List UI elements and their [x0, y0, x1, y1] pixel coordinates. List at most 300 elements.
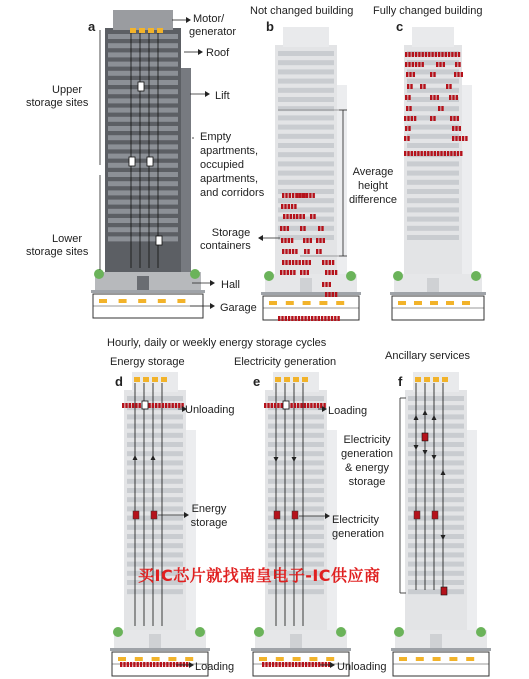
a-building-window-row: [108, 71, 178, 76]
b-building-window-row: [278, 97, 334, 102]
b-storage-container: [325, 282, 327, 287]
b-storage-container: [307, 249, 309, 254]
e-building-car: [276, 657, 284, 661]
c-storage-container: [405, 95, 407, 100]
d-garage-container-row: [153, 662, 155, 667]
d-top-container-row: [155, 403, 157, 408]
b-garage-container: [304, 316, 306, 321]
e-building-car: [259, 657, 267, 661]
b-building-window-row: [278, 106, 334, 111]
a-building-window-row: [108, 34, 178, 39]
c-storage-container: [454, 72, 456, 77]
c-building-ground: [390, 292, 486, 295]
e-lift-container: [292, 511, 298, 519]
a-building-window-row: [108, 43, 178, 48]
c-storage-container: [439, 62, 441, 67]
b-storage-container: [282, 249, 284, 254]
d-garage-container-row: [160, 662, 162, 667]
d-lift-container: [133, 511, 139, 519]
b-storage-container: [295, 249, 297, 254]
b-storage-container: [335, 292, 337, 297]
panel-label-a: a: [88, 19, 96, 34]
b-storage-container: [293, 214, 295, 219]
panel-label-f: f: [398, 374, 403, 389]
b-storage-container: [303, 193, 305, 198]
c-storage-container: [414, 116, 416, 121]
a-building-window-row: [108, 108, 178, 113]
b-storage-container: [289, 260, 291, 265]
c-storage-container: [444, 151, 446, 156]
b-garage-container: [311, 316, 313, 321]
c-storage-container: [465, 136, 467, 141]
c-building-roof: [412, 27, 454, 47]
b-storage-container: [280, 226, 282, 231]
c-storage-container: [405, 52, 407, 57]
b-storage-container: [328, 270, 330, 275]
b-building-tree-left: [264, 271, 274, 281]
c-building-window-row: [407, 189, 459, 194]
e-building-car: [293, 657, 301, 661]
f-label-3: & energy: [344, 462, 390, 474]
f-building-entrance: [430, 634, 442, 648]
e-garage-container-row: [262, 662, 264, 667]
e-top-container-row: [304, 403, 306, 408]
c-storage-container: [457, 151, 459, 156]
e-electricity-generation-label-1: Electricity: [332, 514, 380, 526]
e-garage-container-row: [265, 662, 267, 667]
c-storage-container: [447, 151, 449, 156]
panel-label-e: e: [253, 374, 261, 389]
c-storage-container: [434, 151, 436, 156]
b-storage-container: [309, 193, 311, 198]
c-storage-container: [406, 106, 408, 111]
b-storage-container: [292, 249, 294, 254]
storage-containers-label-1: Storage: [211, 227, 251, 239]
e-electricity-generation-label-2: generation: [332, 528, 384, 540]
watermark-text: 买IC芯片就找南皇电子-IC供应商: [138, 566, 381, 585]
c-storage-container: [458, 62, 460, 67]
d-garage-container-row: [127, 662, 129, 667]
e-garage-container-row: [269, 662, 271, 667]
c-building-window-row: [407, 161, 459, 166]
a-building-window-row: [108, 117, 178, 122]
c-storage-container: [455, 52, 457, 57]
b-storage-container: [296, 193, 298, 198]
b-storage-container: [281, 204, 283, 209]
f-motor: [415, 377, 421, 382]
d-garage-container-row: [170, 662, 172, 667]
a-lift-car: [129, 157, 135, 166]
c-storage-container: [452, 126, 454, 131]
b-storage-container: [325, 270, 327, 275]
f-motor: [442, 377, 448, 382]
d-loading-label: Loading: [195, 661, 235, 673]
c-building-window-row: [407, 198, 459, 203]
b-storage-container: [332, 260, 334, 265]
d-top-container-row: [148, 403, 150, 408]
b-storage-container: [286, 214, 288, 219]
e-garage-container-row: [298, 662, 300, 667]
a-building-window-row: [108, 144, 178, 149]
c-storage-container: [452, 136, 454, 141]
c-building-window-row: [407, 125, 459, 130]
c-storage-container: [437, 151, 439, 156]
f-label-1: Electricity: [343, 434, 391, 446]
b-storage-container: [323, 238, 325, 243]
e-top-container-row: [264, 403, 266, 408]
b-building-window-row: [278, 143, 334, 148]
b-storage-container: [303, 238, 305, 243]
b-storage-container: [303, 270, 305, 275]
b-storage-container: [292, 193, 294, 198]
a-building-roof: [113, 10, 173, 30]
e-top-container-row: [274, 403, 276, 408]
panel-e-title: Electricity generation: [234, 356, 337, 368]
d-building-ground: [110, 648, 210, 651]
d-building-car: [118, 657, 126, 661]
d-building-car: [168, 657, 176, 661]
b-storage-container: [281, 238, 283, 243]
a-building-window-row: [108, 98, 178, 103]
cycles-title: Hourly, daily or weekly energy storage cycles: [107, 337, 327, 349]
a-motor: [148, 28, 154, 33]
b-building-window-row: [278, 226, 334, 231]
d-garage-container-row: [166, 662, 168, 667]
c-storage-container: [446, 84, 448, 89]
c-storage-container: [457, 72, 459, 77]
c-storage-container: [430, 72, 432, 77]
a-building-ground: [91, 290, 205, 293]
c-storage-container: [407, 136, 409, 141]
c-storage-container: [410, 84, 412, 89]
e-motor: [293, 377, 299, 382]
d-top-container-row: [125, 403, 127, 408]
c-storage-container: [431, 52, 433, 57]
e-garage-container-row: [321, 662, 323, 667]
e-top-container-row: [271, 403, 273, 408]
b-building-window-row: [278, 69, 334, 74]
b-building-window-row: [278, 51, 334, 56]
storage-containers-label-2: containers: [200, 240, 251, 252]
upper-label-2: storage sites: [26, 97, 89, 109]
c-storage-container: [455, 126, 457, 131]
c-storage-container: [404, 116, 406, 121]
b-garage-container: [318, 316, 320, 321]
b-garage-container: [314, 316, 316, 321]
b-storage-container: [290, 214, 292, 219]
b-garage-container: [291, 316, 293, 321]
b-garage-container: [298, 316, 300, 321]
e-garage-container-row: [275, 662, 277, 667]
d-motor: [152, 377, 158, 382]
c-storage-container: [455, 62, 457, 67]
c-storage-container: [436, 62, 438, 67]
f-motor: [424, 377, 430, 382]
b-storage-container: [321, 226, 323, 231]
empty-label-2: apartments,: [200, 145, 259, 157]
e-garage-container-row: [279, 662, 281, 667]
c-storage-container: [459, 126, 461, 131]
e-top-container-row: [317, 403, 319, 408]
f-building-car: [449, 657, 457, 661]
b-building-window-row: [278, 125, 334, 130]
e-building-car: [326, 657, 334, 661]
b-garage-container: [285, 316, 287, 321]
b-garage-container: [337, 316, 339, 321]
a-lift-car: [147, 157, 153, 166]
b-building-window-row: [278, 180, 334, 185]
c-storage-container: [451, 52, 453, 57]
b-storage-container: [310, 238, 312, 243]
empty-label-3: occupied: [200, 159, 245, 171]
a-building-window-row: [108, 135, 178, 140]
c-storage-container: [408, 95, 410, 100]
d-top-container-row: [172, 403, 174, 408]
c-building-car: [414, 301, 422, 305]
d-garage-container-row: [143, 662, 145, 667]
c-storage-container: [414, 151, 416, 156]
c-storage-container: [418, 52, 420, 57]
b-storage-container: [335, 270, 337, 275]
e-garage-container-row: [312, 662, 314, 667]
d-garage-container-row: [133, 662, 135, 667]
c-storage-container: [437, 95, 439, 100]
c-storage-container: [441, 106, 443, 111]
c-storage-container: [435, 52, 437, 57]
b-storage-container: [305, 260, 307, 265]
garage-label: Garage: [220, 302, 257, 314]
e-garage-container-row: [288, 662, 290, 667]
f-lift-container: [422, 433, 428, 441]
c-storage-container: [433, 116, 435, 121]
e-building-car: [309, 657, 317, 661]
e-building-tree-left: [254, 627, 264, 637]
e-lift-container: [274, 511, 280, 519]
b-storage-container: [313, 214, 315, 219]
a-building-window-row: [108, 126, 178, 131]
b-building-window-row: [278, 161, 334, 166]
d-top-container-row: [135, 403, 137, 408]
b-building-car: [336, 301, 344, 305]
b-building-car: [319, 301, 327, 305]
c-storage-container: [452, 95, 454, 100]
c-building-car: [398, 301, 406, 305]
lower-label-1: Lower: [52, 233, 82, 245]
c-storage-container: [407, 84, 409, 89]
c-storage-container: [430, 95, 432, 100]
d-top-container-row: [139, 403, 141, 408]
b-storage-container: [284, 238, 286, 243]
b-storage-container: [290, 270, 292, 275]
e-building-tree-right: [336, 627, 346, 637]
c-building-window-row: [407, 235, 459, 240]
a-building-window-row: [108, 218, 178, 223]
b-storage-container: [282, 193, 284, 198]
c-building-window-row: [407, 106, 459, 111]
b-storage-container: [309, 260, 311, 265]
e-garage-container-row: [325, 662, 327, 667]
d-motor: [161, 377, 167, 382]
a-building-window-row: [108, 200, 178, 205]
b-storage-container: [307, 270, 309, 275]
c-storage-container: [423, 84, 425, 89]
c-building-tree-left: [393, 271, 403, 281]
c-building-window-row: [407, 143, 459, 148]
d-garage-container-row: [150, 662, 152, 667]
b-building-tree-right: [346, 271, 356, 281]
b-garage-container: [324, 316, 326, 321]
b-storage-container: [319, 238, 321, 243]
a-building-entrance: [137, 276, 149, 290]
c-storage-container: [448, 52, 450, 57]
c-storage-container: [443, 62, 445, 67]
b-building-window-row: [278, 152, 334, 157]
c-storage-container: [449, 84, 451, 89]
d-energy-storage-label-1: Energy: [191, 503, 227, 515]
d-energy-storage-label-2: storage: [190, 517, 228, 529]
b-storage-container: [329, 260, 331, 265]
c-storage-container: [453, 116, 455, 121]
a-motor: [157, 28, 163, 33]
e-top-container-row: [300, 403, 302, 408]
c-storage-container: [420, 84, 422, 89]
b-storage-container: [306, 193, 308, 198]
e-garage-container-row: [302, 662, 304, 667]
c-storage-container: [411, 151, 413, 156]
d-garage-container-row: [140, 662, 142, 667]
c-storage-container: [459, 136, 461, 141]
b-storage-container: [302, 260, 304, 265]
c-storage-container: [417, 151, 419, 156]
b-storage-container: [283, 270, 285, 275]
d-building-entrance: [149, 634, 161, 648]
c-storage-container: [421, 151, 423, 156]
a-building-tree-left: [94, 269, 104, 279]
d-top-container-row: [178, 403, 180, 408]
b-storage-container: [329, 282, 331, 287]
a-building-window-row: [108, 52, 178, 57]
e-garage-container-row: [282, 662, 284, 667]
c-building-window-row: [407, 60, 459, 65]
panel-c-title: Fully changed building: [373, 5, 483, 17]
c-storage-container: [408, 62, 410, 67]
b-storage-container: [319, 249, 321, 254]
empty-label-1: Empty: [200, 131, 232, 143]
c-storage-container: [404, 151, 406, 156]
b-storage-container: [316, 249, 318, 254]
lower-label-2: storage sites: [26, 246, 89, 258]
c-storage-container: [441, 52, 443, 57]
a-building-window-row: [108, 163, 178, 168]
a-building-car: [99, 299, 107, 303]
b-storage-container: [304, 249, 306, 254]
b-storage-container: [322, 260, 324, 265]
upper-label-1: Upper: [52, 84, 82, 96]
b-storage-container: [289, 249, 291, 254]
c-storage-container: [461, 72, 463, 77]
c-storage-container: [440, 151, 442, 156]
b-storage-container: [287, 270, 289, 275]
b-building-window-row: [278, 198, 334, 203]
d-top-container-row: [175, 403, 177, 408]
e-top-container-row: [297, 403, 299, 408]
c-building-car: [462, 301, 470, 305]
a-building-car: [138, 299, 146, 303]
b-garage-container: [281, 316, 283, 321]
c-storage-container: [456, 95, 458, 100]
b-storage-container: [332, 292, 334, 297]
c-building-window-row: [407, 180, 459, 185]
b-storage-container: [287, 226, 289, 231]
c-storage-container: [449, 95, 451, 100]
a-motor-arrowhead: [186, 17, 191, 23]
b-storage-container: [310, 214, 312, 219]
c-storage-container: [460, 151, 462, 156]
c-storage-container: [418, 62, 420, 67]
b-storage-container: [283, 214, 285, 219]
c-storage-container: [404, 136, 406, 141]
c-storage-container: [454, 151, 456, 156]
c-storage-container: [427, 151, 429, 156]
b-garage-container: [331, 316, 333, 321]
e-top-container-row: [277, 403, 279, 408]
d-garage-container-row: [123, 662, 125, 667]
c-storage-container: [438, 52, 440, 57]
b-storage-container: [322, 282, 324, 287]
d-lift-container: [151, 511, 157, 519]
b-garage-container: [321, 316, 323, 321]
d-motor: [143, 377, 149, 382]
c-storage-container: [438, 106, 440, 111]
b-building-roof: [283, 27, 329, 47]
b-building-car: [269, 301, 277, 305]
d-building-car: [185, 657, 193, 661]
e-lift-car: [283, 401, 289, 409]
b-storage-container: [294, 204, 296, 209]
b-storage-container: [285, 249, 287, 254]
f-building-car: [416, 657, 424, 661]
b-storage-container: [283, 226, 285, 231]
a-building-car: [158, 299, 166, 303]
c-storage-container: [430, 151, 432, 156]
b-garage-container: [301, 316, 303, 321]
b-storage-container: [313, 193, 315, 198]
e-garage-container-row: [318, 662, 320, 667]
b-storage-container: [292, 260, 294, 265]
f-building-car: [466, 657, 474, 661]
c-storage-container: [428, 52, 430, 57]
c-storage-container: [457, 116, 459, 121]
d-garage-container-row: [163, 662, 165, 667]
c-storage-container: [415, 62, 417, 67]
d-lift-car: [142, 401, 148, 409]
c-building-car: [430, 301, 438, 305]
a-roof-arrowhead: [198, 49, 203, 55]
b-garage-container: [334, 316, 336, 321]
d-garage-container-row: [120, 662, 122, 667]
a-building-car: [119, 299, 127, 303]
c-building-window-row: [407, 134, 459, 139]
c-storage-container: [412, 62, 414, 67]
d-garage-container-row: [137, 662, 139, 667]
d-top-container-row: [129, 403, 131, 408]
a-hall-arrowhead: [210, 280, 215, 286]
d-top-container-row: [165, 403, 167, 408]
a-building-window-row: [108, 209, 178, 214]
e-top-container-row: [314, 403, 316, 408]
b-storage-container: [282, 260, 284, 265]
b-building-window-row: [278, 171, 334, 176]
